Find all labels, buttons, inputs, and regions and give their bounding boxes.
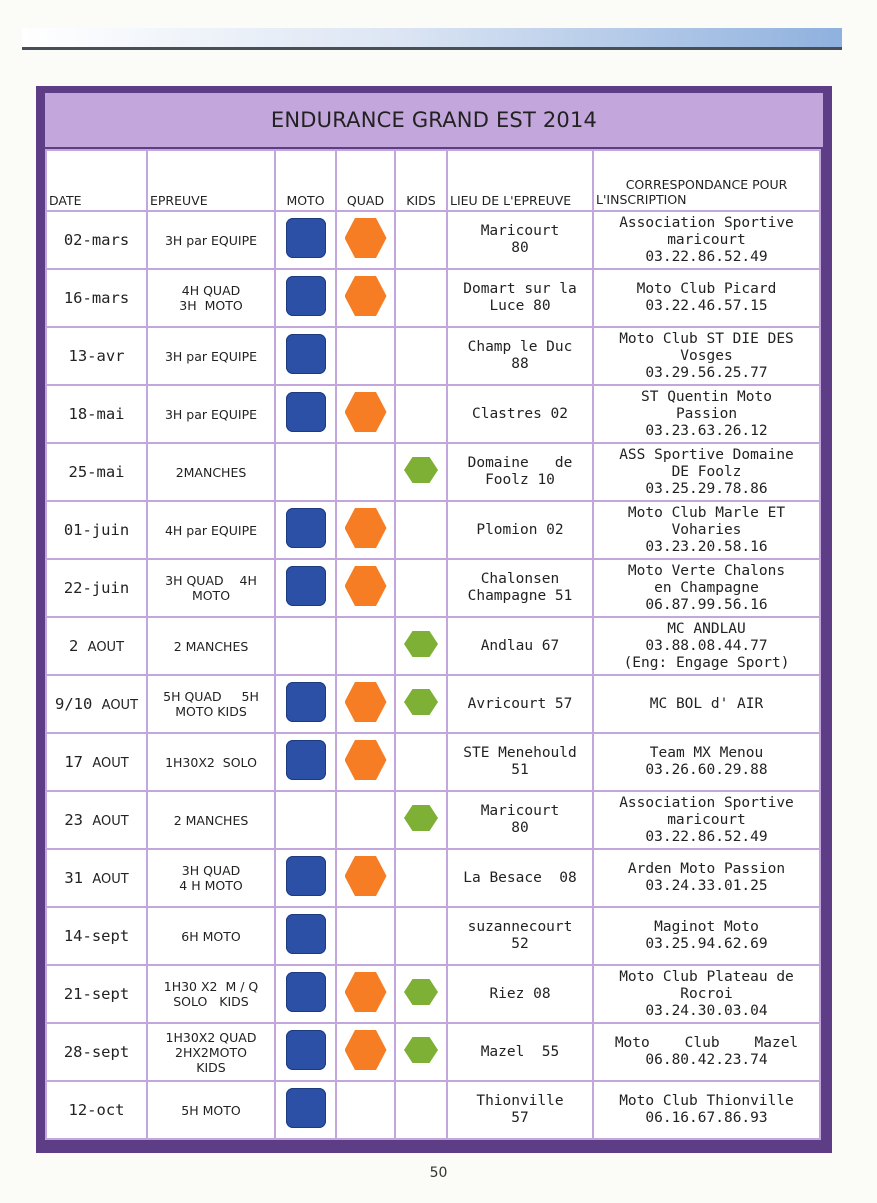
orange-hexagon-icon [345,218,387,258]
correspondance-cell [594,734,819,790]
lieu-line: Domart sur la [463,281,577,297]
correspondance-line: 03.26.60.29.88 [645,762,768,778]
correspondance-line: 03.22.86.52.49 [645,248,768,265]
correspondance-line: 03.24.33.01.25 [645,878,768,894]
date-cell [47,502,146,558]
orange-hexagon-icon [345,508,387,548]
kids-cell [396,908,446,964]
epreuve-line: KIDS [196,1059,226,1075]
green-hexagon-icon [404,805,438,831]
correspondance-line: en Champagne [654,579,759,596]
date-text: 18-mai [68,405,125,423]
moto-cell [276,850,335,906]
moto-cell [276,560,335,616]
epreuve-line: 5H QUAD 5H [163,689,259,704]
lieu-cell [448,618,592,674]
correspondance-cell [594,618,819,674]
date-cell [47,444,146,500]
schedule-frame [36,86,832,1153]
date-cell [47,1082,146,1138]
correspondance-line: Moto Verte Chalons [627,562,786,579]
page-title: ENDURANCE GRAND EST 2014 [45,93,823,147]
correspondance-cell [594,560,819,616]
quad-cell [337,270,394,326]
correspondance-line: Vosges [680,347,733,364]
correspondance-line: Moto Club ST DIE DES [619,330,794,347]
table-row [47,792,819,848]
top-gradient-bar [22,28,842,48]
blue-square-icon [286,972,326,1012]
blue-square-icon [286,276,326,316]
epreuve-line: 3H par EQUIPE [164,232,258,248]
correspondance-line: ST Quentin Moto [641,388,772,405]
kids-cell [396,1024,446,1080]
moto-cell [276,1024,335,1080]
date-cell [47,270,146,326]
date-text: 31 [64,869,83,887]
correspondance-line: 03.24.30.03.04 [645,1002,768,1019]
kids-cell [396,444,446,500]
lieu-line: Champagne 51 [467,588,573,604]
correspondance-line: (Eng: Engage Sport) [623,654,790,671]
correspondance-cell [594,966,819,1022]
correspondance-line: Voharies [671,521,742,538]
date-cell [47,212,146,268]
orange-hexagon-icon [345,740,387,780]
green-hexagon-icon [404,689,438,715]
correspondance-line: Passion [675,405,738,422]
orange-hexagon-icon [345,972,387,1012]
epreuve-cell [148,1082,274,1138]
correspondance-cell [594,444,819,500]
lieu-line: Plomion 02 [476,521,564,538]
lieu-line: Thionville [476,1093,564,1109]
table-row [47,1024,819,1080]
date-month-text: AOUT [101,698,139,713]
lieu-line: Maricourt [480,803,560,819]
lieu-line: 57 [511,1110,529,1126]
epreuve-cell [148,502,274,558]
date-cell [47,792,146,848]
moto-cell [276,502,335,558]
kids-cell [396,560,446,616]
epreuve-line: 1H30 X2 M / Q [163,979,259,994]
correspondance-line: 03.22.46.57.15 [645,298,768,314]
correspondance-line: maricourt [667,811,746,828]
blue-square-icon [286,1030,326,1070]
date-cell [47,850,146,906]
orange-hexagon-icon [345,566,387,606]
header-date: DATE [47,151,146,210]
table-row [47,850,819,906]
moto-cell [276,908,335,964]
epreuve-cell [148,560,274,616]
moto-cell [276,444,335,500]
epreuve-cell [148,734,274,790]
date-cell [47,560,146,616]
kids-cell [396,212,446,268]
epreuve-line: 3H par EQUIPE [164,348,258,364]
lieu-cell [448,676,592,732]
lieu-line: 51 [511,762,529,778]
header-epreuve: EPREUVE [148,151,274,210]
date-cell [47,386,146,442]
date-text: 9/10 [54,695,93,713]
top-band [22,28,842,50]
quad-cell [337,386,394,442]
epreuve-cell [148,850,274,906]
blue-square-icon [286,392,326,432]
date-text: 17 [64,753,83,771]
orange-hexagon-icon [345,1030,387,1070]
correspondance-line: maricourt [667,231,746,248]
epreuve-line: 1H30X2 QUAD [165,1029,257,1045]
lieu-cell [448,212,592,268]
epreuve-line: 4 H MOTO [179,878,243,893]
blue-square-icon [286,856,326,896]
lieu-line: Maricourt [480,223,560,239]
kids-cell [396,270,446,326]
epreuve-line: 6H MOTO [181,928,241,944]
lieu-line: 88 [511,356,529,372]
lieu-cell [448,328,592,384]
correspondance-cell [594,792,819,848]
lieu-line: Mazel 55 [480,1043,560,1060]
epreuve-line: 5H MOTO [181,1102,241,1118]
date-text: 28-sept [63,1043,130,1061]
correspondance-line: 03.25.29.78.86 [645,480,768,497]
quad-cell [337,502,394,558]
lieu-line: Chalonsen [480,571,560,587]
lieu-line: La Besace 08 [463,869,577,886]
epreuve-line: MOTO [191,588,231,603]
date-text: 01-juin [63,521,130,539]
quad-cell [337,734,394,790]
correspondance-line: 03.22.86.52.49 [645,828,768,845]
date-text: 02-mars [63,231,130,249]
orange-hexagon-icon [345,392,387,432]
lieu-line: Andlau 67 [480,637,560,654]
kids-cell [396,328,446,384]
table-row [47,560,819,616]
blue-square-icon [286,914,326,954]
lieu-line: Riez 08 [489,985,551,1002]
date-month-text: AOUT [87,640,125,655]
epreuve-cell [148,444,274,500]
epreuve-line: 2MANCHES [175,464,247,480]
blue-square-icon [286,740,326,780]
date-cell [47,328,146,384]
correspondance-line: DE Foolz [671,463,742,480]
date-text: 25-mai [68,463,125,481]
header-kids: KIDS [396,151,446,210]
lieu-cell [448,908,592,964]
correspondance-cell [594,1082,819,1138]
table-row [47,618,819,674]
date-month-text: AOUT [92,814,129,829]
kids-cell [396,386,446,442]
quad-cell [337,212,394,268]
table-row [47,386,819,442]
lieu-line: Avricourt 57 [467,695,573,712]
lieu-line: 80 [511,820,529,836]
moto-cell [276,1082,335,1138]
correspondance-cell [594,212,819,268]
correspondance-line: 06.87.99.56.16 [645,596,768,613]
epreuve-line: 2 MANCHES [173,638,249,654]
green-hexagon-icon [404,979,438,1005]
moto-cell [276,966,335,1022]
correspondance-cell [594,850,819,906]
quad-cell [337,444,394,500]
blue-square-icon [286,682,326,722]
table-row [47,270,819,326]
header-correspondance [594,151,819,210]
date-month-text: AOUT [92,756,129,771]
lieu-line: Foolz 10 [485,472,555,488]
epreuve-line: 4H QUAD [181,283,241,298]
date-cell [47,908,146,964]
table-row [47,966,819,1022]
lieu-line: Clastres 02 [471,405,569,422]
kids-cell [396,1082,446,1138]
correspondance-line: Rocroi [680,985,733,1002]
kids-cell [396,734,446,790]
correspondance-line: 03.29.56.25.77 [645,364,768,381]
date-month-text: AOUT [92,872,129,887]
correspondance-line: Moto Club Thionville [619,1093,794,1109]
epreuve-line: 2 MANCHES [173,812,249,828]
lieu-line: Luce 80 [489,298,551,314]
orange-hexagon-icon [345,682,387,722]
green-hexagon-icon [404,457,438,483]
table-row [47,676,819,732]
epreuve-line: 3H par EQUIPE [164,406,258,422]
schedule-table [45,149,821,1140]
correspondance-cell [594,328,819,384]
correspondance-line: Moto Club Plateau de [619,968,794,985]
moto-cell [276,676,335,732]
correspondance-line: Moto Club Mazel [614,1035,799,1051]
epreuve-line: SOLO KIDS [173,994,249,1009]
lieu-cell [448,792,592,848]
correspondance-line: ASS Sportive Domaine [619,446,794,463]
correspondance-line: Arden Moto Passion [627,861,786,877]
lieu-line: suzannecourt [467,919,573,935]
quad-cell [337,792,394,848]
moto-cell [276,212,335,268]
date-text: 21-sept [63,985,130,1003]
lieu-cell [448,734,592,790]
correspondance-line: Moto Club Picard [636,281,777,297]
lieu-cell [448,502,592,558]
correspondance-line: 03.88.08.44.77 [645,637,768,654]
header-correspondance-line2: L'INSCRIPTION [596,192,687,207]
table-row [47,734,819,790]
date-text: 22-juin [63,579,130,597]
epreuve-cell [148,792,274,848]
epreuve-cell [148,212,274,268]
correspondance-line: 03.23.63.26.12 [645,422,768,439]
blue-square-icon [286,508,326,548]
kids-cell [396,676,446,732]
lieu-cell [448,444,592,500]
correspondance-line: Association Sportive [619,214,794,231]
correspondance-cell [594,676,819,732]
header-lieu: LIEU DE L'EPREUVE [448,151,592,210]
quad-cell [337,1024,394,1080]
correspondance-cell [594,502,819,558]
orange-hexagon-icon [345,276,387,316]
header-row [47,151,819,210]
epreuve-cell [148,1024,274,1080]
epreuve-cell [148,270,274,326]
epreuve-cell [148,908,274,964]
epreuve-line: MOTO KIDS [175,704,247,719]
date-text: 12-oct [68,1101,125,1119]
quad-cell [337,850,394,906]
moto-cell [276,386,335,442]
table-row [47,328,819,384]
kids-cell [396,502,446,558]
kids-cell [396,792,446,848]
lieu-line: 52 [511,936,529,952]
kids-cell [396,618,446,674]
correspondance-line: 03.25.94.62.69 [645,936,768,952]
quad-cell [337,328,394,384]
date-cell [47,676,146,732]
epreuve-cell [148,328,274,384]
lieu-line: 80 [511,240,529,256]
table-row [47,444,819,500]
page-number: 50 [429,1165,448,1181]
date-cell [47,734,146,790]
quad-cell [337,560,394,616]
kids-cell [396,850,446,906]
header-quad: QUAD [337,151,394,210]
correspondance-line: Team MX Menou [649,745,764,761]
table-row [47,502,819,558]
epreuve-line: 4H par EQUIPE [164,522,258,538]
lieu-line: Champ le Duc [467,339,573,355]
date-text: 14-sept [63,927,130,945]
lieu-cell [448,850,592,906]
date-text: 13-avr [68,347,125,365]
quad-cell [337,966,394,1022]
green-hexagon-icon [404,631,438,657]
epreuve-cell [148,676,274,732]
correspondance-cell [594,386,819,442]
blue-square-icon [286,218,326,258]
correspondance-line: Moto Club Marle ET [627,504,786,521]
lieu-line: STE Menehould [463,745,577,761]
table-row [47,1082,819,1138]
correspondance-line: 03.23.20.58.16 [645,538,768,555]
moto-cell [276,270,335,326]
table-row [47,212,819,268]
correspondance-line: Maginot Moto [654,919,759,935]
date-cell [47,618,146,674]
correspondance-cell [594,1024,819,1080]
lieu-cell [448,966,592,1022]
date-text: 2 [68,637,79,655]
quad-cell [337,1082,394,1138]
table-row [47,908,819,964]
moto-cell [276,328,335,384]
blue-square-icon [286,334,326,374]
blue-square-icon [286,566,326,606]
header-moto: MOTO [276,151,335,210]
header-correspondance-line1: CORRESPONDANCE POUR [625,177,788,192]
quad-cell [337,908,394,964]
correspondance-cell [594,908,819,964]
epreuve-cell [148,618,274,674]
quad-cell [337,676,394,732]
correspondance-line: MC BOL d' AIR [649,695,764,712]
moto-cell [276,618,335,674]
lieu-cell [448,1082,592,1138]
date-cell [47,1024,146,1080]
moto-cell [276,792,335,848]
epreuve-line: 3H QUAD [181,863,241,878]
orange-hexagon-icon [345,856,387,896]
correspondance-line: 06.80.42.23.74 [645,1052,768,1068]
blue-square-icon [286,1088,326,1128]
correspondance-cell [594,270,819,326]
date-text: 16-mars [63,289,130,307]
green-hexagon-icon [404,1037,438,1063]
lieu-line: Domaine de [467,455,573,471]
correspondance-line: Association Sportive [619,794,794,811]
lieu-cell [448,270,592,326]
date-cell [47,966,146,1022]
lieu-cell [448,560,592,616]
moto-cell [276,734,335,790]
epreuve-line: 3H MOTO [179,298,243,313]
lieu-cell [448,1024,592,1080]
epreuve-line: 1H30X2 SOLO [165,754,257,770]
kids-cell [396,966,446,1022]
epreuve-line: 2HX2MOTO [175,1044,247,1060]
epreuve-cell [148,386,274,442]
correspondance-line: 06.16.67.86.93 [645,1110,768,1126]
correspondance-line: MC ANDLAU [667,620,746,637]
lieu-cell [448,386,592,442]
quad-cell [337,618,394,674]
date-text: 23 [64,811,83,829]
epreuve-cell [148,966,274,1022]
top-rule [22,47,842,50]
epreuve-line: 3H QUAD 4H [165,573,257,588]
